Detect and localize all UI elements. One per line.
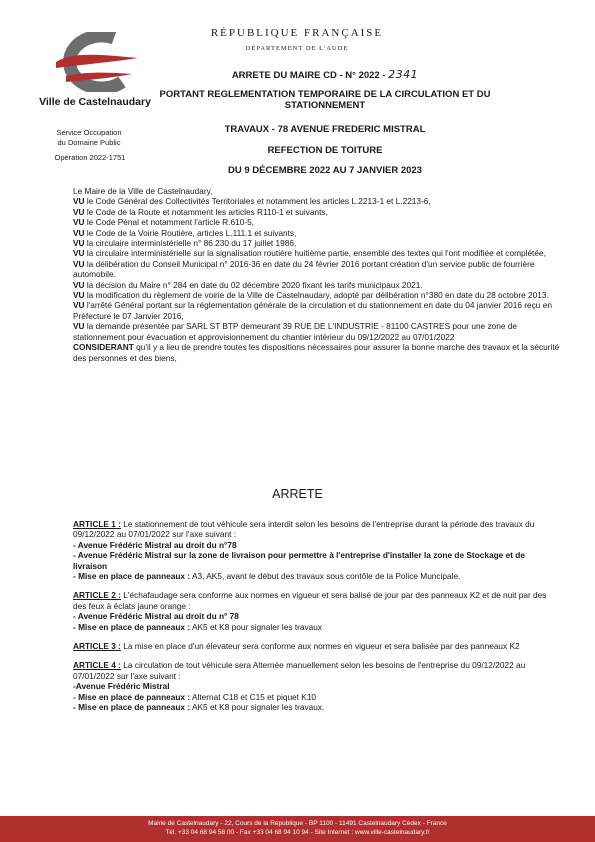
- article-text: L'échafaudage sera conforme aux normes en vigueur et sera balisé de jour par des panneaux K2 et de nuit par des des feux à éclats jaune orange :: [73, 590, 547, 611]
- visa-item: [73, 228, 561, 238]
- article-bold-text: - Avenue Frédéric Mistral au droit du n°78: [73, 539, 237, 550]
- visas-list: [73, 196, 561, 363]
- visa-text: la modification du règlement de voirie de la Ville de Castelnaudary, adopté par délibération n°380 en date du 28 octobre 2013.: [84, 290, 549, 301]
- city-name: Ville de Castelnaudary: [39, 96, 151, 108]
- dates-heading: DU 9 DÉCEMBRE 2022 AU 7 JANVIER 2023: [228, 165, 422, 176]
- travaux-heading: TRAVAUX - 78 AVENUE FREDERIC MISTRAL: [224, 124, 426, 135]
- article-bold-text: - Mise en place de panneaux :: [73, 691, 191, 702]
- visa-lead: VU: [73, 206, 85, 217]
- service-line-1: Service Occupation: [56, 128, 122, 137]
- visa-lead: VU: [73, 321, 85, 332]
- article-label: ARTICLE 3 :: [73, 641, 121, 652]
- article-bold-text: - Mise en place de panneaux :: [73, 571, 191, 582]
- article-line: [73, 571, 561, 581]
- article-line: [73, 681, 561, 691]
- visa-item: [73, 217, 561, 227]
- article-line: [73, 611, 561, 621]
- visa-lead: VU: [73, 248, 85, 259]
- visa-lead: VU: [73, 290, 85, 301]
- article-line: [73, 692, 561, 702]
- visa-text: la demande présentée par SARL ST BTP demeurant 39 RUE DE L'INDUSTRIE - 81100 CASTRES pour une zone de stationnement pour évacuation et approvisionnement du chantier intérieur du 09/12/2022 au 07/01/2022: [73, 321, 518, 342]
- visa-item: [73, 280, 561, 290]
- article-line: [73, 622, 561, 632]
- visa-text: la délibération du Conseil Municipal n° 2016-36 en date du 24 février 2016 portant création d'un service public de fourrière automobile.: [73, 258, 535, 280]
- articles-section: [73, 519, 561, 722]
- article-label: ARTICLE 2 :: [73, 590, 121, 601]
- arrete-object: [155, 89, 495, 111]
- service-label: [28, 128, 150, 148]
- visas-section: [73, 186, 561, 363]
- object-line-2: STATIONNEMENT: [284, 100, 366, 111]
- visa-item: [73, 259, 561, 280]
- article-line: [73, 702, 561, 712]
- article-line: [73, 540, 561, 550]
- article-text: AK5 et K8 pour signaler les travaux: [190, 621, 323, 632]
- arrete-number: [155, 69, 495, 81]
- visa-lead: VU: [73, 300, 85, 311]
- article-line: [73, 641, 561, 651]
- visa-text: la circulaire interministérielle n° 86.230 du 17 juillet 1986,: [84, 238, 297, 249]
- visa-lead: VU: [73, 279, 85, 290]
- visa-lead: VU: [73, 196, 85, 207]
- article-line: [73, 519, 561, 540]
- article-bold-text: - Mise en place de panneaux :: [73, 621, 191, 632]
- departement-heading: DÉPARTEMENT DE L'AUDE: [245, 45, 349, 52]
- article-bold-text: -Avenue Frédéric Mistral: [73, 681, 170, 692]
- article-text: AK5 et K8 pour signaler les travaux.: [190, 702, 325, 713]
- article-line: [73, 550, 561, 571]
- article-text: A3, AK5, avant le début des travaux sous contôle de la Police Muncipale.: [190, 571, 461, 582]
- visa-item: [73, 248, 561, 258]
- article-bold-text: - Avenue Frédéric Mistral sur la zone de livraison pour permettre à l'entreprise d'installer la zone de Stockage et de livraison: [73, 550, 525, 571]
- visa-item: [73, 300, 561, 321]
- city-logo: [52, 32, 142, 92]
- article-text: Alternat C18 et C15 et piquet K10: [190, 691, 317, 702]
- visa-lead: VU: [73, 217, 85, 228]
- article-label: ARTICLE 1 :: [73, 519, 121, 529]
- visa-item: [73, 238, 561, 248]
- visa-lead: VU: [73, 258, 85, 269]
- article-text: Le stationnement de tout véhicule sera interdit selon les besoins de l'entreprise durant la période des travaux du 09/12/2022 au 07/01/2022 sur l'axe suivant :: [73, 519, 535, 540]
- visa-text: le Code Pénal et notamment l'article R.610-5,: [84, 217, 254, 228]
- footer: [0, 816, 595, 842]
- intro-line: Le Maire de la Ville de Castelnaudary,: [73, 186, 213, 196]
- arrete-handwritten-number: 2341: [388, 68, 419, 81]
- visa-text: le Code de la Voirie Routière, articles L.111.1 et suivants,: [84, 227, 297, 238]
- article-label: ARTICLE 4 :: [73, 660, 121, 671]
- visa-item: [73, 196, 561, 206]
- visa-text: la décision du Maire n° 284 en date du 02 décembre 2020 fixant les tarifs municipaux 2021.: [84, 279, 423, 290]
- visa-text: le Code Général des Collectivités Territoriales et notamment les articles L.2213-1 et L.2213-6,: [84, 196, 431, 207]
- visa-item: [73, 290, 561, 300]
- visa-item: [73, 207, 561, 217]
- article-4: [73, 660, 561, 712]
- visa-lead: CONSIDERANT: [73, 342, 134, 353]
- article-bold-text: - Mise en place de panneaux :: [73, 702, 191, 713]
- visa-item: [73, 321, 561, 342]
- object-line-1: PORTANT REGLEMENTATION TEMPORAIRE DE LA CIRCULATION ET DU: [159, 89, 491, 100]
- visa-lead: VU: [73, 238, 85, 249]
- operation-number: Opération 2022-1751: [54, 153, 126, 162]
- article-text: La mise en place d'un élevateur sera conforme aux normes en vigueur et sera balisée par des panneaux K2: [120, 641, 520, 652]
- republique-heading: RÉPUBLIQUE FRANÇAISE: [210, 27, 384, 39]
- article-text: La circulation de tout véhicule sera Alternée manuellement selon les besoins de l'entreprise du 09/12/2022 au 07/01/2022 sur l'axe suivant :: [73, 660, 526, 681]
- arrete-title: ARRETE: [272, 487, 323, 501]
- visa-text: la circulaire interministérielle sur la signalisation routière huitième partie, ensemble des textes qui l'ont modifiée et complétée,: [84, 248, 546, 259]
- visa-text: qu'il y a lieu de prendre toutes les dispositions nécessaires pour assurer la bonne marche des travaux et la sécurité des personnes et des biens,: [73, 342, 560, 363]
- castelnaudary-logo-icon: [52, 32, 142, 92]
- visa-item: [73, 342, 561, 363]
- visa-text: le Code de la Route et notamment les articles R110-1 et suivants,: [84, 206, 328, 217]
- service-line-2: du Domaine Public: [57, 138, 121, 147]
- visa-lead: VU: [73, 227, 85, 238]
- article-line: [73, 660, 561, 681]
- article-bold-text: - Avenue Frédéric Mistral au droit du n° 78: [73, 611, 239, 622]
- article-3: [73, 641, 561, 651]
- visa-text: l'arrêté Général portant sur la réglementation générale de la circulation et du stationnement en date du 04 janvier 2016 reçu en Préfecture le 07 Janvier 2016,: [73, 300, 552, 321]
- arrete-prefix: ARRETE DU MAIRE CD - N° 2022 -: [231, 70, 386, 81]
- article-line: [73, 590, 561, 611]
- article-1: [73, 519, 561, 581]
- footer-address: Mairie de Castelnaudary - 22, Cours de la République - BP 1100 - 11491 Castelnaudary Cedex - France: [148, 820, 447, 827]
- footer-contact: Tél. +33 04 68 94 58 00 - Fax +33 04 68 94 10 94 - Site Internet : www.ville-castelnaudary.fr: [165, 829, 430, 836]
- refection-heading: REFECTION DE TOITURE: [267, 145, 383, 156]
- article-2: [73, 590, 561, 632]
